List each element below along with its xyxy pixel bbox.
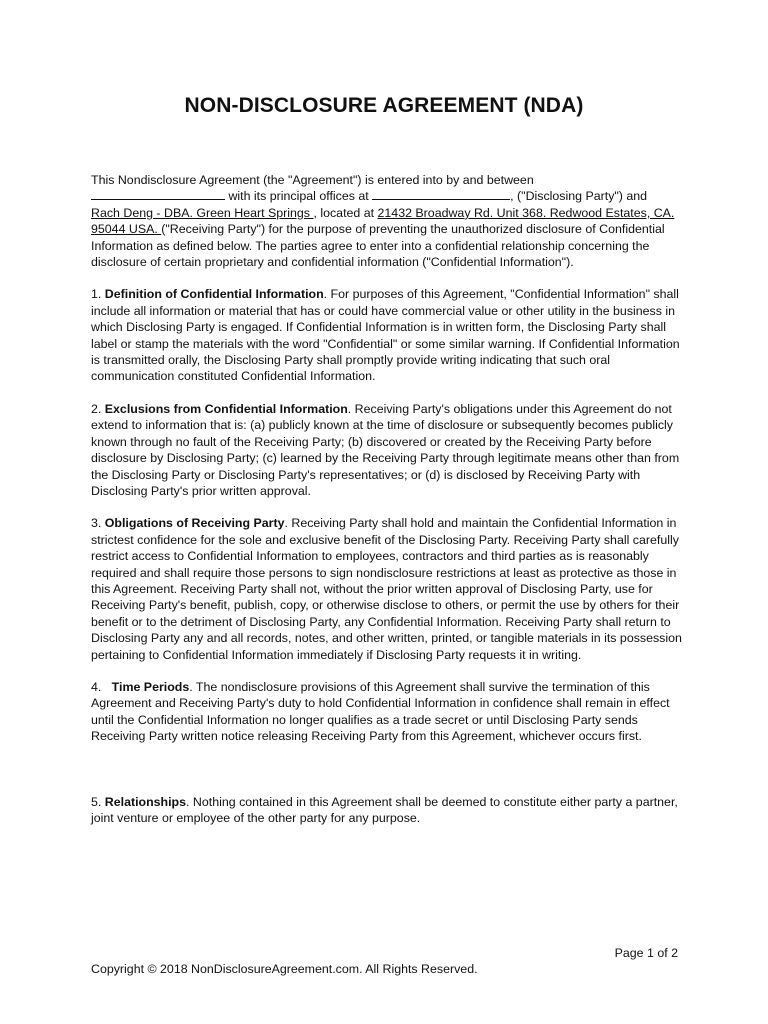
intro-text-3: , ("Disclosing Party") and xyxy=(510,189,648,204)
intro-text-5: ("Receiving Party") for the purpose of preventing the unauthorized disclosure of Confidential Information as defined below. The parties agree to enter into a confidential relationship concerning the disclosure of certain proprietary and confidential information ("Confidential Information"). xyxy=(91,222,665,270)
disclosing-address-blank xyxy=(372,188,510,200)
section-heading: Definition of Confidential Information xyxy=(104,287,324,302)
disclosing-party-blank xyxy=(91,188,225,200)
section-heading: Obligations of Receiving Party xyxy=(104,516,285,531)
section-4 xyxy=(91,679,686,745)
document-title: NON-DISCLOSURE AGREEMENT (NDA) xyxy=(184,94,584,117)
section-number: 1. xyxy=(91,287,105,302)
intro-text-1: This Nondisclosure Agreement (the "Agreement") is entered into by and between xyxy=(91,173,534,187)
section-text: . For purposes of this Agreement, "Confidential Information" shall include all information or material that has or could have commercial value or other utility in the business in which Disclosing Party is engaged. If Confidential Information is in written form, the Disclosing Party shall label or stamp the materials with the word "Confidential" or some similar warning. If Confidential Information is transmitted orally, the Disclosing Party shall promptly provide writing indicating that such oral communication constituted Confidential Information. xyxy=(91,287,680,384)
intro-paragraph xyxy=(91,172,686,270)
section-text: . Receiving Party shall hold and maintain the Confidential Information in strictest confidence for the sole and exclusive benefit of the Disclosing Party. Receiving Party shall carefully restrict access to Confidential Information to employees, contractors and third parties as is reasonably required and shall require those persons to sign nondisclosure restrictions at least as protective as those in this Agreement. Receiving Party shall not, without the prior written approval of Disclosing Party, use for Receiving Party's benefit, publish, copy, or otherwise disclose to others, or permit the use by others for their benefit or to the detriment of Disclosing Party, any Confidential Information. Receiving Party shall return to Disclosing Party any and all records, notes, and other written, printed, or tangible materials in its possession pertaining to Confidential Information immediately if Disclosing Party requests it in writing. xyxy=(91,516,682,662)
section-5 xyxy=(91,794,686,827)
section-text: . Receiving Party's obligations under this Agreement do not extend to information that is: (a) publicly known at the time of disclosure or subsequently becomes publicly known through no fault of the Receiving Party; (b) discovered or created by the Receiving Party before disclosure by Disclosing Party; (c) learned by the Receiving Party through legitimate means other than from the Disclosing Party or Disclosing Party's representatives; or (d) is disclosed by Receiving Party with Disclosing Party's prior written approval. xyxy=(91,401,680,498)
section-text: . Nothing contained in this Agreement shall be deemed to constitute either party a partner, joint venture or employee of the other party for any purpose. xyxy=(91,794,678,825)
page-number: Page 1 of 2 xyxy=(614,946,678,960)
intro-text-4: , located at xyxy=(313,205,378,220)
section-heading: Time Periods xyxy=(111,679,190,694)
section-3 xyxy=(91,515,686,663)
section-number: 3. xyxy=(91,516,105,531)
section-heading: Exclusions from Confidential Information xyxy=(104,401,348,416)
receiving-party-name: Rach Deng - DBA. Green Heart Springs xyxy=(91,205,314,220)
section-number: 2. xyxy=(91,401,105,416)
section-number: 5. xyxy=(91,794,105,809)
section-number: 4. xyxy=(91,679,112,694)
copyright-footer: Copyright © 2018 NonDisclosureAgreement.com. All Rights Reserved. xyxy=(91,962,478,976)
document-body xyxy=(91,172,686,842)
receiving-party-address: 21432 Broadway Rd. Unit 368. Redwood Estates, CA. 95044 USA. xyxy=(91,205,675,237)
section-2 xyxy=(91,401,686,499)
section-text: . The nondisclosure provisions of this Agreement shall survive the termination of this Agreement and Receiving Party's duty to hold Confidential Information in confidence shall remain in effect until the Confidential Information no longer qualifies as a trade secret or until Disclosing Party sends Receiving Party written notice releasing Receiving Party from this Agreement, whichever occurs first. xyxy=(91,679,670,744)
section-1 xyxy=(91,286,686,384)
intro-text-2: with its principal offices at xyxy=(225,189,373,204)
section-heading: Relationships xyxy=(104,794,187,809)
